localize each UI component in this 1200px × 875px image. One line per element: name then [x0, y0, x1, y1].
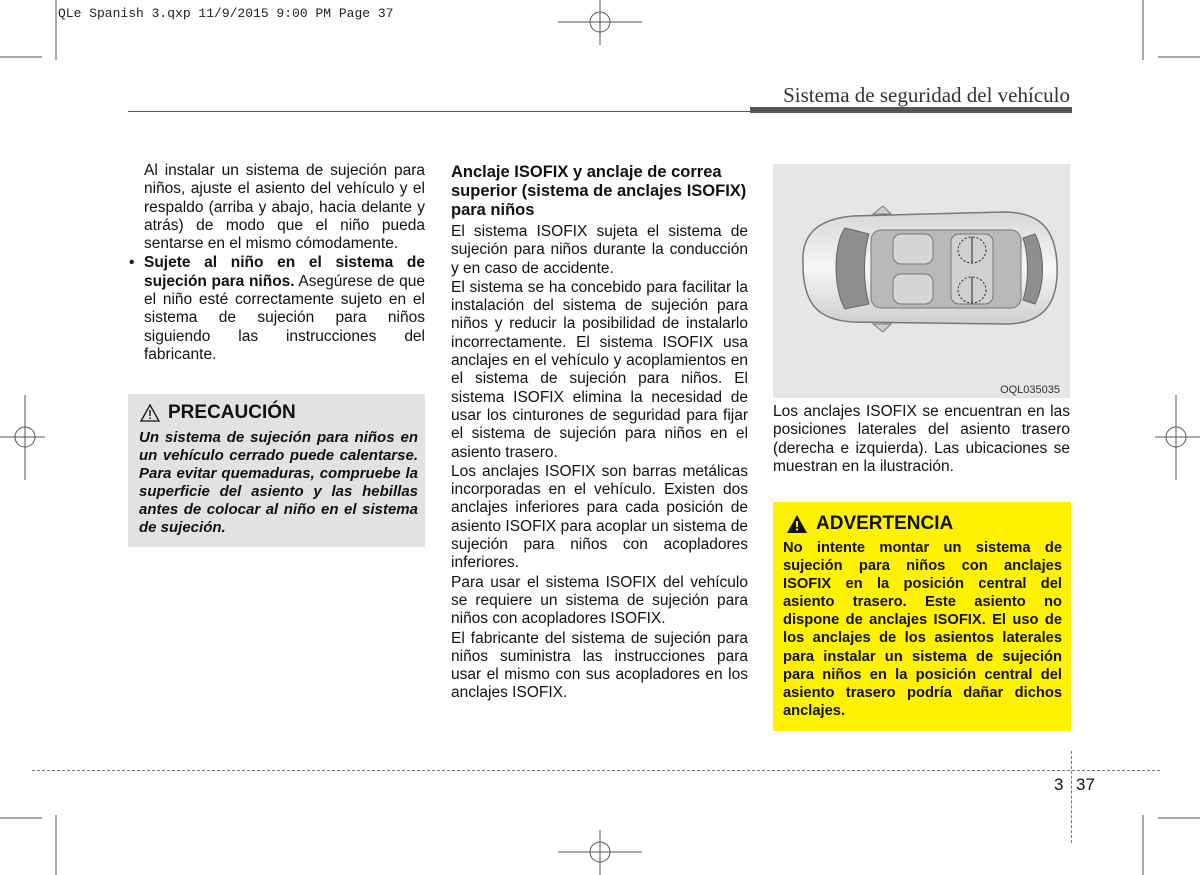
chapter-number: 3	[1054, 775, 1064, 794]
warning-text: No intente montar un sistema de sujeción para niños con anclajes ISOFIX en la posición central del asiento trasero. Este asiento no dispone de anclajes ISOFIX. El uso de los anclajes de los asientos laterales para instalar un sistema de sujeción para niños en la posición central del asiento trasero podría dañar dichos anclajes.	[783, 540, 1062, 719]
bullet-bold-lead: Sujete al niño en el sistema de sujeción para niños.	[144, 254, 425, 290]
caution-title: PRECAUCIÓN	[168, 402, 296, 423]
column-right	[773, 403, 1070, 476]
isofix-paragraph: Para usar el sistema ISOFIX del vehículo se requiere un sistema de sujeción para niños con acopladores ISOFIX.	[451, 573, 748, 628]
caution-box	[128, 394, 425, 547]
isofix-paragraph: El fabricante del sistema de sujeción para niños suministra las instrucciones para usar el mismo con sus acopladores en los anclajes ISOFIX.	[451, 629, 748, 702]
car-figure	[773, 164, 1070, 398]
warning-box	[773, 502, 1071, 731]
header-rule-thick	[750, 107, 1072, 113]
footer-divider	[1071, 751, 1072, 843]
warning-heading	[786, 513, 953, 535]
isofix-paragraph: El sistema ISOFIX sujeta el sistema de sujeción para niños durante la conducción y en caso de accidente.	[451, 223, 748, 277]
column-middle	[451, 163, 748, 703]
intro-paragraph: Al instalar un sistema de sujeción para niños, ajuste el asiento del vehículo y el respaldo (arriba y abajo, hacia delante y atrás) de modo que el niño pueda sentarse en el mismo cómodamente.	[144, 162, 425, 253]
isofix-heading: Anclaje ISOFIX y anclaje de correa superior (sistema de anclajes ISOFIX) para niños	[451, 163, 747, 219]
isofix-paragraph: Los anclajes ISOFIX son barras metálicas incorporadas en el vehículo. Existen dos anclajes inferiores para cada posición de asiento ISOFIX para acoplar un sistema de sujeción para niños con acopladores inferiores.	[451, 462, 748, 572]
bullet-item	[144, 254, 425, 364]
figure-code: OQL035035	[1000, 384, 1060, 396]
caution-heading	[140, 402, 296, 424]
column-left	[144, 162, 425, 364]
footer-rule	[32, 770, 1160, 771]
warning-title: ADVERTENCIA	[816, 513, 954, 534]
caution-icon	[140, 404, 160, 422]
header-rule	[128, 111, 750, 112]
section-header-title: Sistema de seguridad del vehículo	[783, 83, 1070, 107]
print-slug: QLe Spanish 3.qxp 11/9/2015 9:00 PM Page 37	[58, 6, 394, 21]
bullet-text: Asegúrese de que el niño esté correctamente sujeto en el sistema de sujeción para niños siguiendo las instrucciones del fabricante.	[144, 272, 425, 363]
isofix-paragraph: El sistema se ha concebido para facilitar la instalación del sistema de sujeción para niños y reducir la posibilidad de instalarlo incorrectamente. El sistema ISOFIX usa anclajes en el vehículo y acoplamientos en el sistema de sujeción para niños. El sistema ISOFIX elimina la necesidad de usar los cinturones de seguridad para fijar el sistema de sujeción para niños en el asiento trasero.	[451, 278, 748, 461]
car-top-view-illustration	[773, 164, 1070, 398]
page-number: 37	[1076, 775, 1095, 794]
warning-icon	[786, 514, 808, 534]
caution-text: Un sistema de sujeción para niños en un vehículo cerrado puede calentarse. Para evitar quemaduras, compruebe la superficie del asiento y las hebillas antes de colocar al niño en el sistema de sujeción.	[139, 429, 418, 536]
isofix-location-paragraph: Los anclajes ISOFIX se encuentran en las posiciones laterales del asiento trasero (derecha e izquierda). Las ubicaciones se muestran en la ilustración.	[773, 403, 1070, 475]
